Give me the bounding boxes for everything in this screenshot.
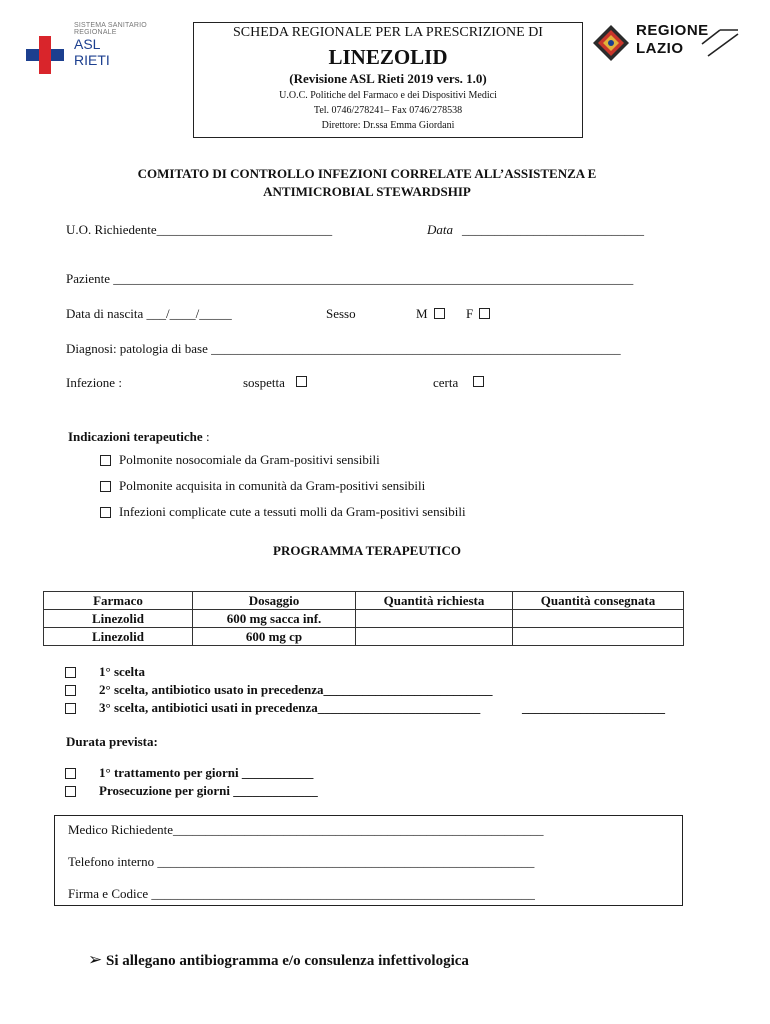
asl-rieti-logo	[26, 22, 186, 78]
table-cell: Linezolid	[44, 610, 193, 628]
indication-item: Polmonite acquisita in comunità da Gram-positivi sensibili	[119, 478, 426, 493]
infezione-label: Infezione :	[66, 375, 122, 390]
sospetta-checkbox[interactable]	[296, 376, 307, 387]
indication-item: Infezioni complicate cute a tessuti molli da Gram-positivi sensibili	[119, 504, 466, 519]
scelta-item: 2° scelta, antibiotico usato in precedenza__________________________	[99, 682, 493, 697]
durata-title: Durata prevista:	[66, 734, 158, 749]
indication-checkbox[interactable]	[100, 455, 111, 466]
uoc-label: U.O.C. Politiche del Farmaco e dei Dispositivi Medici	[279, 90, 497, 101]
table-cell: 600 mg cp	[193, 628, 356, 646]
scelta-item: 1° scelta	[99, 664, 145, 679]
table-row	[44, 628, 684, 646]
footer-text: Si allegano antibiogramma e/o consulenza infettivologica	[106, 953, 469, 969]
sospetta-label: sospetta	[243, 375, 285, 390]
table-cell-input[interactable]	[356, 610, 513, 628]
certa-checkbox[interactable]	[473, 376, 484, 387]
telefono-interno-field[interactable]: Telefono interno __________________________________________________________	[68, 854, 535, 869]
uo-richiedente-field[interactable]: U.O. Richiedente___________________________	[66, 222, 333, 237]
programma-title: PROGRAMMA TERAPEUTICO	[273, 543, 461, 558]
paziente-field[interactable]: Paziente ________________________________________________________________________________	[66, 271, 634, 286]
table-header-cell: Quantità consegnata	[513, 592, 684, 610]
committee-title-line1: COMITATO DI CONTROLLO INFEZIONI CORRELATE ALL’ASSISTENZA E	[137, 166, 597, 181]
scelta-extra-line[interactable]: ______________________	[522, 700, 665, 715]
sesso-m-checkbox[interactable]	[434, 308, 445, 319]
indication-checkbox[interactable]	[100, 481, 111, 492]
committee-title-line2: ANTIMICROBIAL STEWARDSHIP	[263, 184, 471, 199]
indication-item: Polmonite nosocomiale da Gram-positivi sensibili	[119, 452, 380, 467]
header-box	[193, 22, 583, 138]
drug-name: LINEZOLID	[328, 45, 448, 69]
table-cell-input[interactable]	[513, 628, 684, 646]
table-cell: Linezolid	[44, 628, 193, 646]
durata-item: 1° trattamento per giorni ___________	[99, 765, 314, 780]
durata-checkbox[interactable]	[65, 768, 76, 779]
durata-item: Prosecuzione per giorni _____________	[99, 783, 318, 798]
table-header-cell: Dosaggio	[193, 592, 356, 610]
arrow-icon: ➢	[88, 950, 103, 970]
scelta-checkbox[interactable]	[65, 703, 76, 714]
table-header-cell: Farmaco	[44, 592, 193, 610]
revision-label: (Revisione ASL Rieti 2019 vers. 1.0)	[289, 71, 487, 86]
indication-checkbox[interactable]	[100, 507, 111, 518]
diagnosi-field[interactable]: Diagnosi: patologia di base _______________________________________________________________	[66, 341, 621, 356]
durata-checkbox[interactable]	[65, 786, 76, 797]
sesso-label: Sesso	[326, 306, 356, 321]
sesso-f-label: F	[466, 306, 474, 321]
table-row	[44, 610, 684, 628]
regione-name-line1: REGIONE	[636, 22, 709, 39]
asl-cross-icon	[26, 36, 64, 74]
table-cell-input[interactable]	[513, 610, 684, 628]
data-label: Data	[427, 222, 453, 237]
data-nascita-field[interactable]: Data di nascita ___/____/_____	[66, 306, 232, 321]
director-label: Direttore: Dr.ssa Emma Giordani	[321, 120, 455, 131]
sesso-m-label: M	[416, 306, 428, 321]
table-cell-input[interactable]	[356, 628, 513, 646]
tel-label: Tel. 0746/278241– Fax 0746/278538	[313, 105, 463, 116]
table-cell: 600 mg sacca inf.	[193, 610, 356, 628]
regione-emblem-icon	[592, 24, 630, 62]
header-title-line: SCHEDA REGIONALE PER LA PRESCRIZIONE DI	[233, 25, 543, 40]
indicazioni-heading	[68, 429, 210, 445]
indicazioni-colon: :	[202, 429, 210, 444]
data-field[interactable]: ____________________________	[462, 222, 644, 237]
regione-name-line2: LAZIO	[636, 40, 684, 57]
medico-richiedente-field[interactable]: Medico Richiedente_________________________________________________________	[68, 822, 544, 837]
scelta-checkbox[interactable]	[65, 667, 76, 678]
asl-name-line2: RIETI	[74, 52, 110, 68]
asl-org-label: SISTEMA SANITARIO REGIONALE	[74, 22, 147, 36]
programma-table	[43, 591, 684, 646]
table-header-cell: Quantità richiesta	[356, 592, 513, 610]
sesso-f-checkbox[interactable]	[479, 308, 490, 319]
regione-lazio-logo	[592, 22, 740, 66]
table-header-row	[44, 592, 684, 610]
footer-note	[88, 950, 469, 970]
scelta-item: 3° scelta, antibiotici usati in precedenza_________________________	[99, 700, 481, 715]
indicazioni-title: Indicazioni terapeutiche	[68, 429, 203, 444]
medico-box	[54, 815, 683, 906]
regione-swoosh-icon	[700, 28, 740, 58]
scelta-checkbox[interactable]	[65, 685, 76, 696]
certa-label: certa	[433, 375, 459, 390]
asl-name-line1: ASL	[74, 36, 101, 52]
firma-codice-field[interactable]: Firma e Codice ___________________________________________________________	[68, 886, 535, 901]
